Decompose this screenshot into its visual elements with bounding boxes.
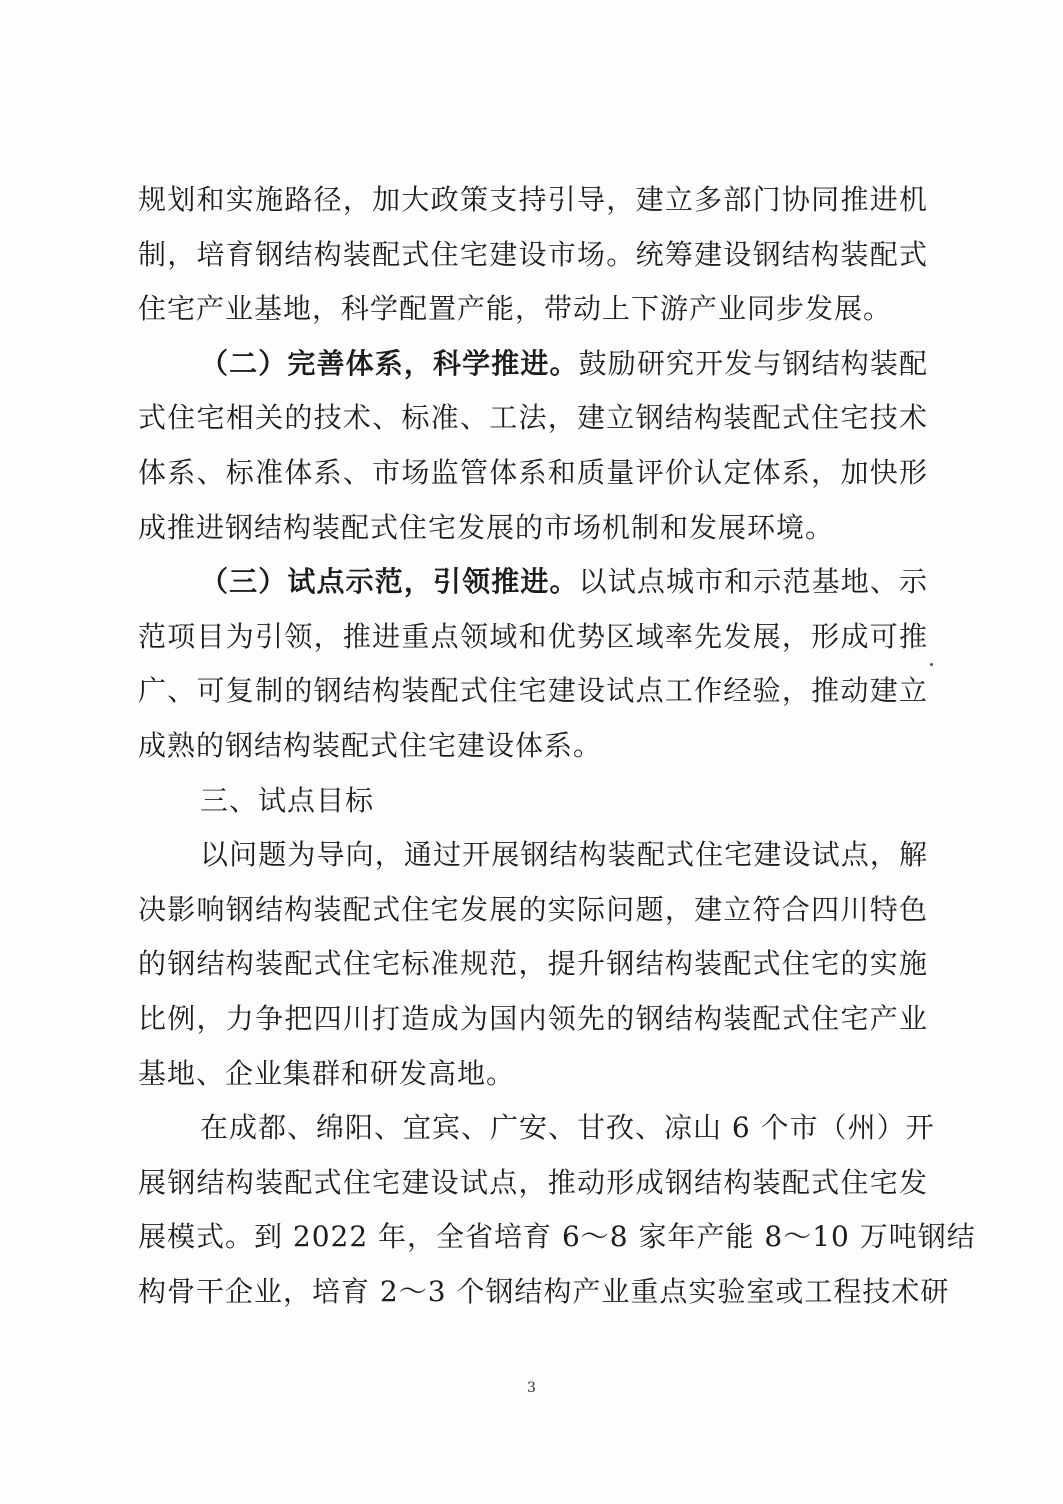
text-line: 式住宅相关的技术、标准、工法，建立钢结构装配式住宅技术 xyxy=(138,401,928,435)
text-line: 在成都、绵阳、宜宾、广安、甘孜、凉山 6 个市（州）开 xyxy=(200,1111,935,1145)
text-line: 以问题为导向，通过开展钢结构装配式住宅建设试点，解 xyxy=(200,838,928,872)
subsection-heading: （三）试点示范，引领推进。 xyxy=(200,565,579,599)
text-line: 展模式。到 2022 年，全省培育 6～8 家年产能 8～10 万吨钢结 xyxy=(138,1220,976,1254)
text-line: 基地、企业集群和研发高地。 xyxy=(138,1056,516,1090)
text-line: 的钢结构装配式住宅标准规范，提升钢结构装配式住宅的实施 xyxy=(138,947,928,981)
document-body xyxy=(138,173,976,1319)
section-title: 三、试点目标 xyxy=(200,783,375,817)
subsection-heading: （二）完善体系，科学推进。 xyxy=(200,346,579,380)
paragraph-heading-line xyxy=(138,337,928,392)
text-line: 构骨干企业，培育 2～3 个钢结构产业重点实验室或工程技术研 xyxy=(138,1274,950,1308)
text-line: 体系、标准体系、市场监管体系和质量评价认定体系，加快形 xyxy=(138,455,928,489)
text-line: 展钢结构装配式住宅建设试点，推动形成钢结构装配式住宅发 xyxy=(138,1165,928,1199)
text-run: 鼓励研究开发与钢结构装配 xyxy=(578,346,928,380)
text-line: 决影响钢结构装配式住宅发展的实际问题，建立符合四川特色 xyxy=(138,892,928,926)
scan-speck xyxy=(930,663,933,666)
text-line: 制，培育钢结构装配式住宅建设市场。统筹建设钢结构装配式 xyxy=(138,237,928,271)
text-line: 住宅产业基地，科学配置产能，带动上下游产业同步发展。 xyxy=(138,292,893,326)
paragraph-heading-line xyxy=(138,555,928,610)
text-line: 范项目为引领，推进重点领域和优势区域率先发展，形成可推 xyxy=(138,619,928,653)
text-line: 比例，力争把四川打造成为国内领先的钢结构装配式住宅产业 xyxy=(138,1001,928,1035)
text-run: 以试点城市和示范基地、示 xyxy=(578,565,928,599)
text-line: 成推进钢结构装配式住宅发展的市场机制和发展环境。 xyxy=(138,510,835,544)
text-line: 广、可复制的钢结构装配式住宅建设试点工作经验，推动建立 xyxy=(138,674,928,708)
text-line: 规划和实施路径，加大政策支持引导，建立多部门协同推进机 xyxy=(138,183,928,216)
page-number: 3 xyxy=(527,1380,536,1396)
text-line: 成熟的钢结构装配式住宅建设体系。 xyxy=(138,728,603,762)
